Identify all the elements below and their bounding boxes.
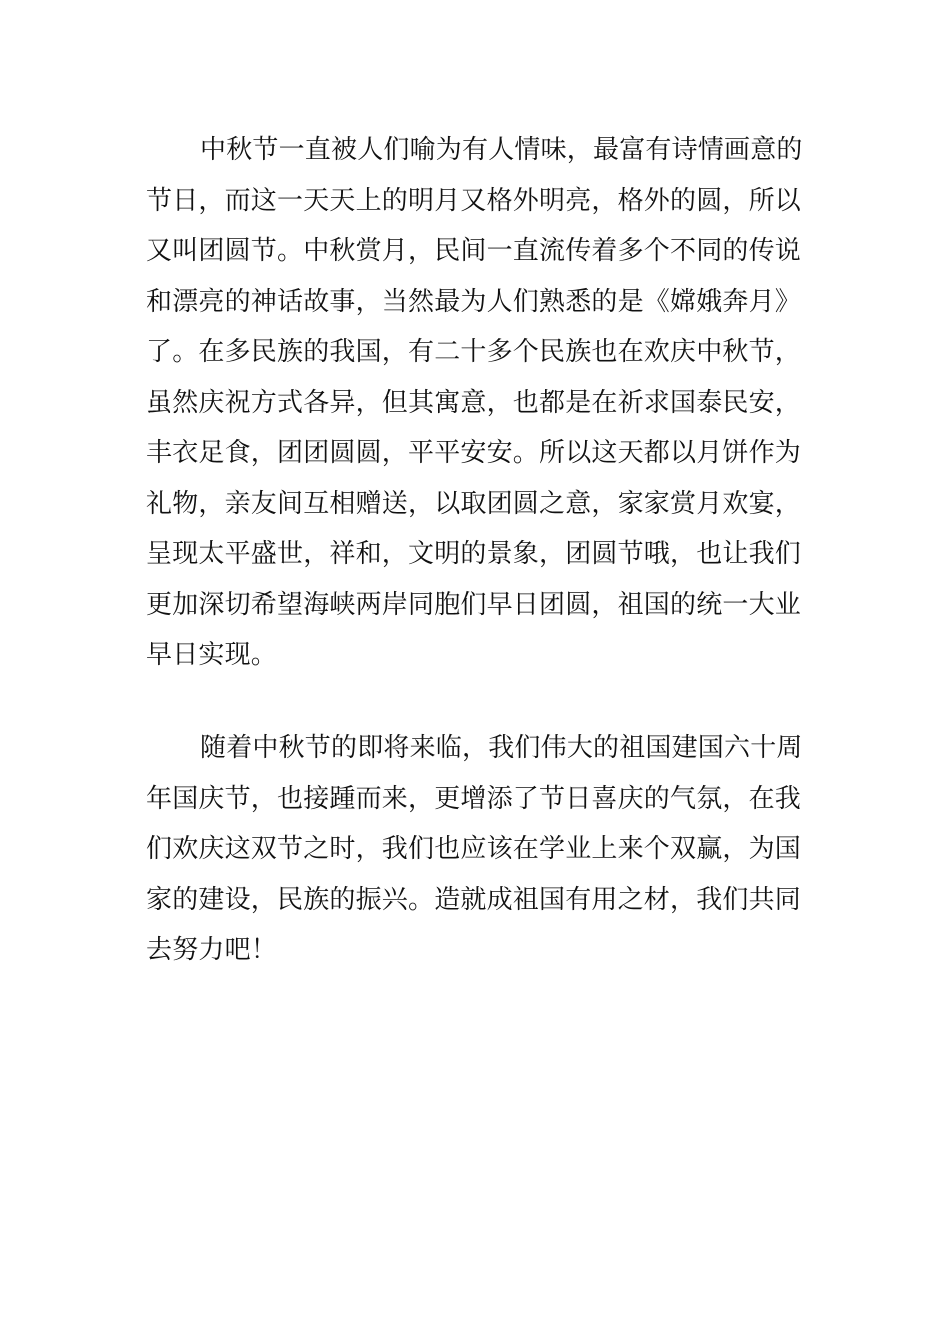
paragraph-1-line-5: 了。在多民族的我国，有二十多个民族也在欢庆中秋节， bbox=[146, 337, 802, 367]
paragraph-1-line-1: 中秋节一直被人们喻为有人情味，最富有诗情画意的 bbox=[200, 135, 803, 165]
paragraph-1-line-11: 早日实现。 bbox=[146, 640, 278, 670]
paragraph-2-line-4: 家的建设，民族的振兴。造就成祖国有用之材，我们共同 bbox=[146, 884, 802, 915]
paragraph-1 bbox=[146, 125, 806, 681]
paragraph-1-line-2: 节日，而这一天天上的明月又格外明亮，格外的圆，所以 bbox=[146, 185, 802, 216]
paragraph-1-line-9: 呈现太平盛世，祥和，文明的景象，团圆节哦，也让我们 bbox=[146, 539, 802, 569]
paragraph-1-line-7: 丰衣足食，团团圆圆，平平安安。所以这天都以月饼作为 bbox=[146, 438, 802, 468]
paragraph-1-line-3: 又叫团圆节。中秋赏月，民间一直流传着多个不同的传说 bbox=[146, 236, 802, 266]
paragraph-2-line-2: 年国庆节，也接踵而来，更增添了节日喜庆的气氛，在我 bbox=[146, 783, 802, 814]
paragraph-1-line-8: 礼物，亲友间互相赠送，以取团圆之意，家家赏月欢宴， bbox=[146, 488, 802, 519]
paragraph-1-line-4: 和漂亮的神话故事，当然最为人们熟悉的是《嫦娥奔月》 bbox=[146, 286, 802, 317]
paragraph-2-line-5: 去努力吧！ bbox=[146, 935, 278, 965]
paragraph-2-line-3: 们欢庆这双节之时，我们也应该在学业上来个双赢，为国 bbox=[146, 834, 802, 864]
paragraph-2-line-1: 随着中秋节的即将来临，我们伟大的祖国建国六十周 bbox=[200, 733, 803, 763]
paragraph-2 bbox=[146, 723, 806, 976]
paragraph-1-line-6: 虽然庆祝方式各异，但其寓意，也都是在祈求国泰民安， bbox=[146, 387, 802, 418]
paragraph-1-line-10: 更加深切希望海峡两岸同胞们早日团圆，祖国的统一大业 bbox=[146, 589, 802, 620]
